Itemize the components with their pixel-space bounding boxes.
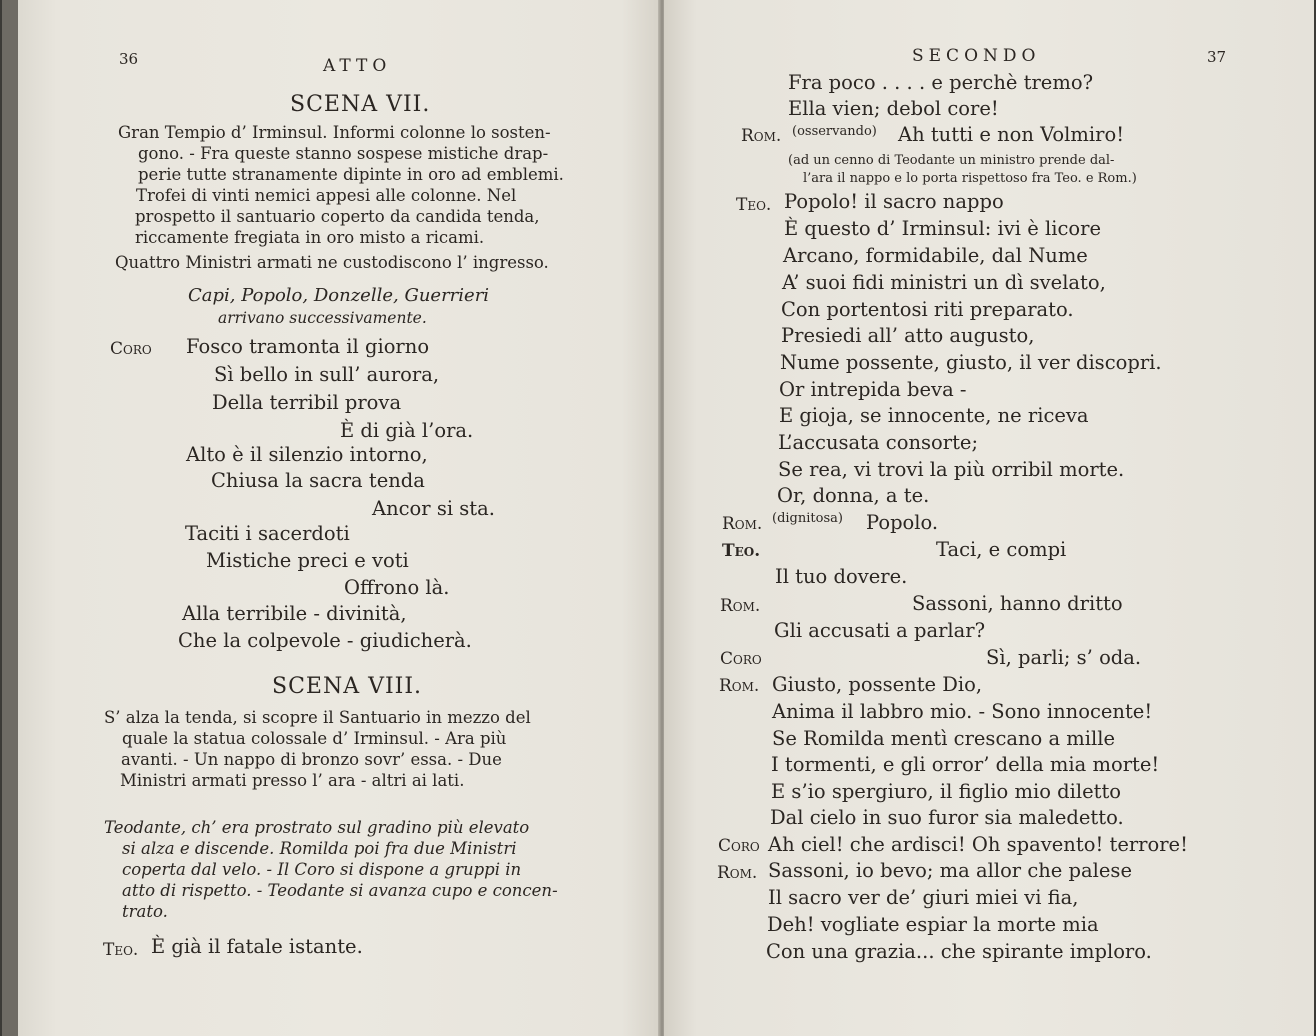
verse-line: Taci, e compi	[936, 538, 1067, 561]
speaker-rom: Rom.	[741, 126, 782, 146]
scene-7-stage-line: Trofei di vinti nemici appesi alle colonne. Nel	[136, 186, 517, 205]
verse-line: Se rea, vi trovi la più orribil morte.	[778, 458, 1125, 481]
scene-7-stage-line: Quattro Ministri armati ne custodiscono l’ ingresso.	[115, 253, 549, 272]
scene-7-stage-line: riccamente fregiata in oro misto a ricami.	[135, 228, 485, 247]
scene-7-characters: Capi, Popolo, Donzelle, Guerrieri	[188, 285, 490, 306]
verse-line: Nume possente, giusto, il ver discopri.	[780, 351, 1162, 374]
stage-note: (dignitosa)	[772, 511, 843, 526]
page-number-left: 36	[119, 50, 139, 68]
verse-line: Arcano, formidabile, dal Nume	[783, 244, 1088, 267]
scene-8-stage-line: S’ alza la tenda, si scopre il Santuario in mezzo del	[104, 708, 531, 727]
verse-line: Or, donna, a te.	[777, 484, 930, 507]
verse-line: Chiusa la sacra tenda	[211, 469, 425, 492]
verse-line: Della terribil prova	[212, 391, 402, 414]
verse-line: Offrono là.	[344, 576, 450, 599]
verse-line: Sì bello in sull’ aurora,	[214, 363, 440, 386]
verse-line: È già il fatale istante.	[151, 935, 363, 958]
verse-line: E gioja, se innocente, ne riceva	[779, 404, 1089, 427]
speaker-rom: Rom.	[722, 514, 763, 534]
running-header-right: SECONDO	[912, 46, 1041, 66]
scene-8-direction-line: Teodante, ch’ era prostrato sul gradino più elevato	[104, 818, 530, 837]
verse-line: Deh! vogliate espiar la morte mia	[767, 913, 1099, 936]
running-header-left: ATTO	[323, 56, 392, 76]
verse-line: I tormenti, e gli orror’ della mia morte!	[771, 753, 1160, 776]
verse-line: Sassoni, hanno dritto	[912, 592, 1123, 615]
verse-line: Mistiche preci e voti	[206, 549, 409, 572]
speaker-coro: Coro	[718, 836, 760, 856]
verse-line: Fosco tramonta il giorno	[186, 335, 430, 358]
verse-line: Il sacro ver de’ giuri miei vi fia,	[768, 886, 1079, 909]
verse-line: A’ suoi fidi ministri un dì svelato,	[782, 271, 1106, 294]
verse-line: Popolo.	[866, 511, 939, 534]
verse-line: Ah tutti e non Volmiro!	[898, 123, 1125, 146]
scene-8-stage-line: avanti. - Un nappo di bronzo sovr’ essa. - Due	[121, 750, 502, 769]
speaker-rom: Rom.	[717, 863, 758, 883]
verse-line: Con una grazia... che spirante imploro.	[766, 940, 1152, 963]
scene-7-title: SCENA VII.	[290, 92, 431, 117]
right-page	[664, 0, 1314, 1036]
verse-line: Sassoni, io bevo; ma allor che palese	[768, 859, 1132, 882]
verse-line: E s’io spergiuro, il figlio mio diletto	[771, 780, 1122, 803]
scene-7-arrival: arrivano successivamente.	[218, 309, 427, 327]
scene-7-stage-line: gono. - Fra queste stanno sospese mistiche drap-	[138, 144, 549, 163]
verse-line: Giusto, possente Dio,	[772, 673, 983, 696]
stage-note: (osservando)	[792, 124, 877, 139]
verse-line: Se Romilda mentì crescano a mille	[772, 727, 1116, 750]
verse-line: Anima il labbro mio. - Sono innocente!	[772, 700, 1153, 723]
scene-8-direction-line: atto di rispetto. - Teodante si avanza cupo e concen-	[122, 881, 558, 900]
verse-line: Ancor si sta.	[372, 497, 495, 520]
stage-direction-line: (ad un cenno di Teodante un ministro prende dal-	[788, 153, 1115, 168]
verse-line: Gli accusati a parlar?	[774, 619, 986, 642]
scene-7-stage-line: Gran Tempio d’ Irminsul. Informi colonne lo sosten-	[118, 123, 551, 142]
verse-line: L’accusata consorte;	[778, 431, 979, 454]
verse-line: Il tuo dovere.	[775, 565, 908, 588]
verse-line: Con portentosi riti preparato.	[781, 298, 1074, 321]
verse-line: Dal cielo in suo furor sia maledetto.	[770, 806, 1124, 829]
scene-8-title: SCENA VIII.	[272, 674, 423, 699]
scene-8-stage-line: quale la statua colossale d’ Irminsul. - Ara più	[122, 729, 507, 748]
left-page	[2, 0, 660, 1036]
verse-line: Alto è il silenzio intorno,	[186, 443, 428, 466]
speaker-rom: Rom.	[719, 676, 760, 696]
speaker-teo: Teo.	[736, 195, 772, 215]
verse-line: Taciti i sacerdoti	[185, 522, 350, 545]
speaker-coro: Coro	[110, 339, 152, 359]
stage-direction-line: l’ara il nappo e lo porta rispettoso fra Teo. e Rom.)	[803, 171, 1137, 186]
scene-7-stage-line: prospetto il santuario coperto da candida tenda,	[135, 207, 540, 226]
speaker-coro: Coro	[720, 649, 762, 669]
verse-line: Presiedi all’ atto augusto,	[781, 324, 1035, 347]
verse-line: Ah ciel! che ardisci! Oh spavento! terrore!	[768, 833, 1188, 856]
speaker-teo: Teo.	[103, 940, 139, 960]
scene-8-stage-line: Ministri armati presso l’ ara - altri ai lati.	[120, 771, 465, 790]
verse-line: Che la colpevole - giudicherà.	[178, 629, 472, 652]
verse-line: È di già l’ora.	[340, 419, 474, 442]
verse-line: Popolo! il sacro nappo	[784, 190, 1004, 213]
speaker-teo: Teo.	[722, 541, 761, 561]
verse-line: Ella vien; debol core!	[788, 97, 999, 120]
scene-7-stage-line: perie tutte stranamente dipinte in oro ad emblemi.	[138, 165, 564, 184]
scene-8-direction-line: coperta dal velo. - Il Coro si dispone a gruppi in	[122, 860, 522, 879]
page-number-right: 37	[1207, 48, 1227, 66]
verse-line: Fra poco . . . . e perchè tremo?	[788, 71, 1094, 94]
scene-8-direction-line: trato.	[122, 902, 168, 921]
verse-line: È questo d’ Irminsul: ivi è licore	[784, 217, 1101, 240]
verse-line: Sì, parli; s’ oda.	[986, 646, 1142, 669]
verse-line: Alla terribile - divinità,	[182, 602, 407, 625]
verse-line: Or intrepida beva -	[779, 378, 967, 401]
scene-8-direction-line: si alza e discende. Romilda poi fra due Ministri	[122, 839, 517, 858]
speaker-rom: Rom.	[720, 596, 761, 616]
